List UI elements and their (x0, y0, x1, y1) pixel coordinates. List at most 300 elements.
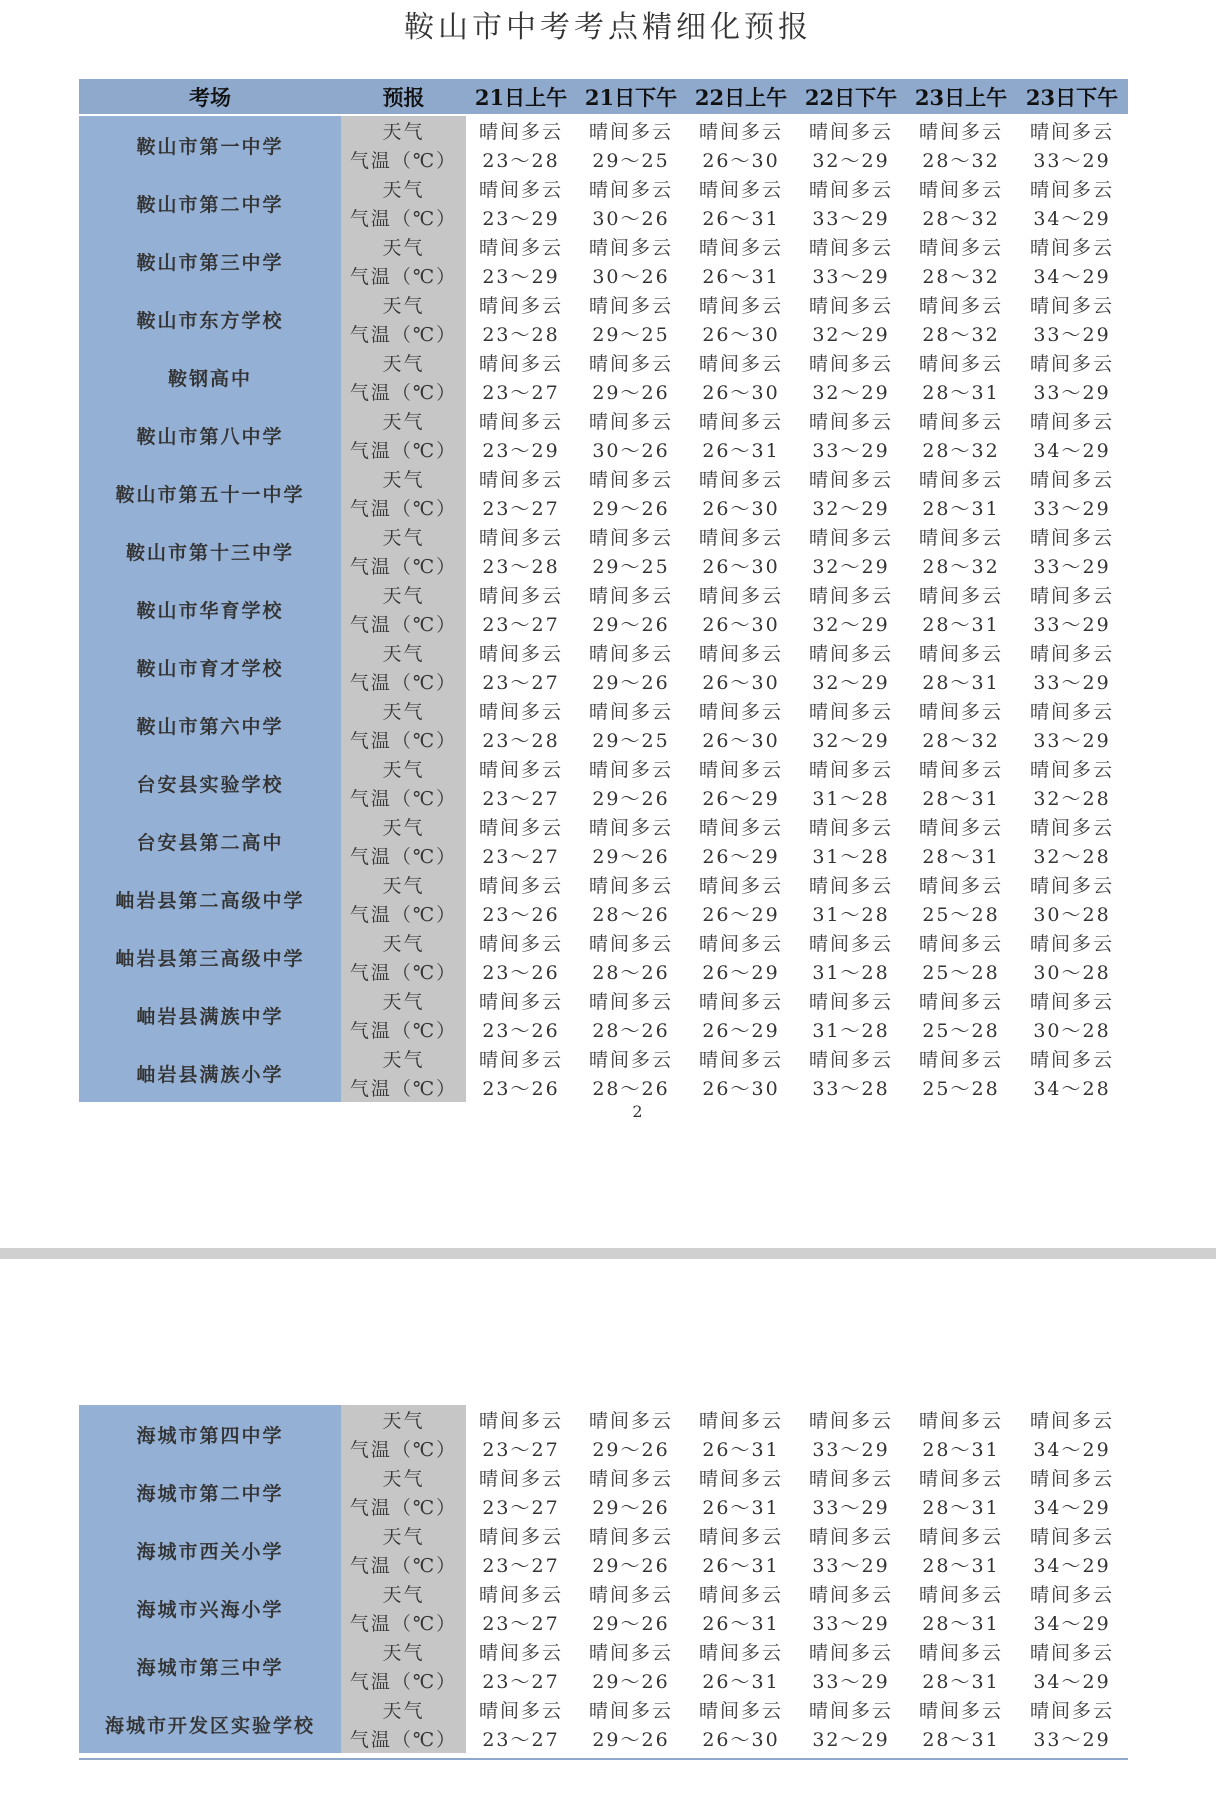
weather-cell: 晴间多云 (466, 232, 576, 261)
temperature-cell: 28～32 (906, 725, 1016, 754)
temperature-cell: 25～28 (906, 1015, 1016, 1044)
temperature-cell: 34～29 (1016, 1550, 1128, 1579)
weather-cell: 晴间多云 (686, 348, 796, 377)
weather-cell: 晴间多云 (906, 406, 1016, 435)
temperature-label: 气温（℃） (341, 1666, 466, 1695)
weather-cell: 晴间多云 (686, 522, 796, 551)
weather-cell: 晴间多云 (576, 1521, 686, 1550)
header-forecast: 预报 (341, 79, 466, 115)
temperature-cell: 28～31 (906, 609, 1016, 638)
weather-cell: 晴间多云 (906, 580, 1016, 609)
temperature-cell: 32～29 (796, 145, 906, 174)
temperature-cell: 29～25 (576, 551, 686, 580)
weather-cell: 晴间多云 (686, 928, 796, 957)
weather-cell: 晴间多云 (796, 1521, 906, 1550)
table-row-weather (79, 870, 1128, 899)
temperature-cell: 26～29 (686, 783, 796, 812)
weather-label: 天气 (341, 115, 466, 145)
weather-cell: 晴间多云 (686, 232, 796, 261)
exam-site-name: 海城市第三中学 (79, 1637, 341, 1695)
temperature-cell: 28～31 (906, 1492, 1016, 1521)
exam-site-name: 鞍山市第五十一中学 (79, 464, 341, 522)
weather-cell: 晴间多云 (466, 754, 576, 783)
weather-cell: 晴间多云 (466, 1579, 576, 1608)
table-row-weather (79, 812, 1128, 841)
temperature-label: 气温（℃） (341, 1608, 466, 1637)
temperature-cell: 28～31 (906, 841, 1016, 870)
weather-cell: 晴间多云 (796, 580, 906, 609)
weather-cell: 晴间多云 (1016, 870, 1128, 899)
page-number: 2 (632, 1102, 643, 1121)
temperature-cell: 34～28 (1016, 1073, 1128, 1102)
weather-label: 天气 (341, 1695, 466, 1724)
weather-cell: 晴间多云 (1016, 754, 1128, 783)
exam-site-name: 鞍山市第一中学 (79, 115, 341, 174)
temperature-cell: 32～29 (796, 725, 906, 754)
weather-label: 天气 (341, 522, 466, 551)
weather-cell: 晴间多云 (906, 754, 1016, 783)
temperature-cell: 32～29 (796, 609, 906, 638)
temperature-cell: 23～27 (466, 1666, 576, 1695)
temperature-cell: 32～28 (1016, 841, 1128, 870)
weather-label: 天气 (341, 754, 466, 783)
weather-cell: 晴间多云 (906, 928, 1016, 957)
weather-cell: 晴间多云 (906, 696, 1016, 725)
weather-label: 天气 (341, 232, 466, 261)
temperature-cell: 23～29 (466, 203, 576, 232)
temperature-cell: 25～28 (906, 957, 1016, 986)
weather-label: 天气 (341, 1405, 466, 1434)
weather-cell: 晴间多云 (906, 1044, 1016, 1073)
temperature-cell: 33～29 (1016, 551, 1128, 580)
weather-cell: 晴间多云 (1016, 1579, 1128, 1608)
temperature-cell: 33～29 (1016, 145, 1128, 174)
weather-cell: 晴间多云 (466, 986, 576, 1015)
weather-cell: 晴间多云 (796, 290, 906, 319)
temperature-cell: 26～30 (686, 609, 796, 638)
temperature-cell: 26～30 (686, 1724, 796, 1753)
table-row-weather (79, 1579, 1128, 1608)
weather-cell: 晴间多云 (466, 115, 576, 145)
temperature-cell: 29～26 (576, 493, 686, 522)
weather-cell: 晴间多云 (906, 115, 1016, 145)
page-separator (0, 1248, 1216, 1259)
weather-cell: 晴间多云 (466, 812, 576, 841)
weather-cell: 晴间多云 (796, 754, 906, 783)
temperature-cell: 25～28 (906, 1073, 1016, 1102)
temperature-cell: 28～31 (906, 1724, 1016, 1753)
temperature-cell: 29～26 (576, 1608, 686, 1637)
weather-cell: 晴间多云 (796, 1695, 906, 1724)
weather-cell: 晴间多云 (906, 290, 1016, 319)
temperature-cell: 30～28 (1016, 899, 1128, 928)
weather-cell: 晴间多云 (1016, 115, 1128, 145)
weather-cell: 晴间多云 (466, 928, 576, 957)
weather-cell: 晴间多云 (906, 348, 1016, 377)
weather-cell: 晴间多云 (576, 986, 686, 1015)
header-21-pm: 21日下午 (576, 79, 686, 115)
weather-label: 天气 (341, 580, 466, 609)
weather-cell: 晴间多云 (906, 1695, 1016, 1724)
weather-cell: 晴间多云 (576, 406, 686, 435)
table-row-weather (79, 638, 1128, 667)
exam-site-name: 岫岩县满族小学 (79, 1044, 341, 1102)
temperature-cell: 23～27 (466, 1724, 576, 1753)
temperature-cell: 26～31 (686, 1666, 796, 1695)
weather-cell: 晴间多云 (796, 348, 906, 377)
temperature-cell: 33～29 (1016, 319, 1128, 348)
weather-cell: 晴间多云 (576, 1044, 686, 1073)
weather-cell: 晴间多云 (906, 870, 1016, 899)
weather-cell: 晴间多云 (1016, 812, 1128, 841)
table-row-weather (79, 986, 1128, 1015)
temperature-cell: 28～26 (576, 1073, 686, 1102)
weather-cell: 晴间多云 (796, 464, 906, 493)
weather-cell: 晴间多云 (576, 522, 686, 551)
temperature-cell: 26～31 (686, 1550, 796, 1579)
weather-cell: 晴间多云 (576, 290, 686, 319)
temperature-label: 气温（℃） (341, 319, 466, 348)
weather-cell: 晴间多云 (796, 406, 906, 435)
exam-site-name: 海城市第二中学 (79, 1463, 341, 1521)
weather-cell: 晴间多云 (576, 232, 686, 261)
weather-cell: 晴间多云 (796, 232, 906, 261)
weather-cell: 晴间多云 (796, 696, 906, 725)
temperature-cell: 31～28 (796, 899, 906, 928)
temperature-cell: 29～26 (576, 1434, 686, 1463)
weather-cell: 晴间多云 (576, 464, 686, 493)
weather-cell: 晴间多云 (686, 580, 796, 609)
weather-cell: 晴间多云 (1016, 1637, 1128, 1666)
forecast-table-page1 (79, 79, 1128, 1102)
temperature-cell: 28～32 (906, 435, 1016, 464)
table-row-weather (79, 1044, 1128, 1073)
table-row-weather (79, 1463, 1128, 1492)
exam-site-name: 岫岩县第三高级中学 (79, 928, 341, 986)
exam-site-name: 海城市第四中学 (79, 1405, 341, 1463)
temperature-label: 气温（℃） (341, 377, 466, 406)
table-row-weather (79, 580, 1128, 609)
table-row-weather (79, 115, 1128, 145)
weather-cell: 晴间多云 (576, 812, 686, 841)
weather-cell: 晴间多云 (466, 580, 576, 609)
weather-cell: 晴间多云 (1016, 1695, 1128, 1724)
temperature-cell: 31～28 (796, 1015, 906, 1044)
weather-label: 天气 (341, 638, 466, 667)
temperature-cell: 30～26 (576, 203, 686, 232)
weather-cell: 晴间多云 (686, 1579, 796, 1608)
weather-cell: 晴间多云 (466, 406, 576, 435)
temperature-cell: 23～28 (466, 319, 576, 348)
exam-site-name: 海城市西关小学 (79, 1521, 341, 1579)
temperature-cell: 29～26 (576, 667, 686, 696)
weather-cell: 晴间多云 (466, 1405, 576, 1434)
weather-cell: 晴间多云 (686, 290, 796, 319)
temperature-cell: 29～26 (576, 1724, 686, 1753)
weather-cell: 晴间多云 (466, 1695, 576, 1724)
temperature-label: 气温（℃） (341, 1015, 466, 1044)
weather-label: 天气 (341, 928, 466, 957)
weather-cell: 晴间多云 (576, 696, 686, 725)
temperature-cell: 26～31 (686, 1434, 796, 1463)
table-row-weather (79, 348, 1128, 377)
temperature-cell: 26～31 (686, 1492, 796, 1521)
temperature-cell: 30～26 (576, 435, 686, 464)
exam-site-name: 鞍山市第十三中学 (79, 522, 341, 580)
temperature-label: 气温（℃） (341, 609, 466, 638)
temperature-cell: 26～31 (686, 261, 796, 290)
weather-cell: 晴间多云 (796, 928, 906, 957)
temperature-cell: 29～25 (576, 319, 686, 348)
weather-cell: 晴间多云 (686, 174, 796, 203)
exam-site-name: 鞍山市第二中学 (79, 174, 341, 232)
weather-cell: 晴间多云 (906, 1579, 1016, 1608)
weather-cell: 晴间多云 (466, 348, 576, 377)
weather-cell: 晴间多云 (686, 1521, 796, 1550)
table-row-weather (79, 696, 1128, 725)
weather-label: 天气 (341, 174, 466, 203)
weather-cell: 晴间多云 (686, 696, 796, 725)
weather-cell: 晴间多云 (576, 754, 686, 783)
temperature-cell: 26～30 (686, 319, 796, 348)
temperature-cell: 23～28 (466, 725, 576, 754)
temperature-cell: 30～28 (1016, 957, 1128, 986)
temperature-cell: 33～29 (796, 1492, 906, 1521)
exam-site-name: 台安县实验学校 (79, 754, 341, 812)
temperature-label: 气温（℃） (341, 841, 466, 870)
exam-site-name: 海城市兴海小学 (79, 1579, 341, 1637)
temperature-cell: 31～28 (796, 783, 906, 812)
table-row-weather (79, 406, 1128, 435)
temperature-cell: 29～26 (576, 1492, 686, 1521)
weather-cell: 晴间多云 (906, 1521, 1016, 1550)
temperature-cell: 28～32 (906, 145, 1016, 174)
weather-cell: 晴间多云 (796, 1405, 906, 1434)
temperature-cell: 28～31 (906, 1666, 1016, 1695)
temperature-cell: 23～27 (466, 377, 576, 406)
temperature-cell: 31～28 (796, 957, 906, 986)
header-exam-site: 考场 (79, 79, 341, 115)
temperature-cell: 23～26 (466, 899, 576, 928)
temperature-cell: 26～30 (686, 493, 796, 522)
temperature-label: 气温（℃） (341, 725, 466, 754)
temperature-cell: 23～26 (466, 957, 576, 986)
weather-cell: 晴间多云 (686, 1044, 796, 1073)
exam-site-name: 鞍山市第三中学 (79, 232, 341, 290)
weather-cell: 晴间多云 (906, 1405, 1016, 1434)
temperature-cell: 33～29 (1016, 493, 1128, 522)
weather-cell: 晴间多云 (1016, 522, 1128, 551)
temperature-cell: 28～32 (906, 261, 1016, 290)
temperature-cell: 34～29 (1016, 1434, 1128, 1463)
weather-cell: 晴间多云 (576, 928, 686, 957)
temperature-cell: 33～28 (796, 1073, 906, 1102)
weather-cell: 晴间多云 (1016, 1463, 1128, 1492)
weather-cell: 晴间多云 (796, 870, 906, 899)
temperature-cell: 30～26 (576, 261, 686, 290)
temperature-cell: 23～29 (466, 261, 576, 290)
temperature-label: 气温（℃） (341, 899, 466, 928)
temperature-cell: 28～32 (906, 203, 1016, 232)
weather-cell: 晴间多云 (686, 1695, 796, 1724)
weather-cell: 晴间多云 (906, 638, 1016, 667)
temperature-cell: 33～29 (796, 1550, 906, 1579)
weather-cell: 晴间多云 (1016, 406, 1128, 435)
temperature-cell: 26～30 (686, 377, 796, 406)
weather-cell: 晴间多云 (576, 174, 686, 203)
weather-cell: 晴间多云 (1016, 464, 1128, 493)
table-row-weather (79, 1405, 1128, 1434)
weather-cell: 晴间多云 (796, 1579, 906, 1608)
weather-cell: 晴间多云 (466, 696, 576, 725)
temperature-cell: 28～32 (906, 551, 1016, 580)
weather-cell: 晴间多云 (466, 638, 576, 667)
weather-label: 天气 (341, 1044, 466, 1073)
temperature-cell: 29～26 (576, 1666, 686, 1695)
temperature-cell: 23～28 (466, 145, 576, 174)
weather-cell: 晴间多云 (906, 986, 1016, 1015)
table-row-weather (79, 754, 1128, 783)
weather-cell: 晴间多云 (686, 1405, 796, 1434)
table-row-weather (79, 290, 1128, 319)
temperature-cell: 28～31 (906, 667, 1016, 696)
weather-cell: 晴间多云 (796, 1463, 906, 1492)
temperature-cell: 23～27 (466, 1608, 576, 1637)
temperature-label: 气温（℃） (341, 783, 466, 812)
temperature-cell: 32～29 (796, 377, 906, 406)
weather-cell: 晴间多云 (1016, 928, 1128, 957)
temperature-cell: 33～29 (796, 435, 906, 464)
weather-cell: 晴间多云 (906, 232, 1016, 261)
weather-label: 天气 (341, 1521, 466, 1550)
temperature-label: 气温（℃） (341, 145, 466, 174)
weather-cell: 晴间多云 (1016, 638, 1128, 667)
temperature-cell: 34～29 (1016, 203, 1128, 232)
table-row-weather (79, 1695, 1128, 1724)
header-22-am: 22日上午 (686, 79, 796, 115)
temperature-cell: 28～32 (906, 319, 1016, 348)
weather-cell: 晴间多云 (796, 1044, 906, 1073)
temperature-cell: 23～27 (466, 667, 576, 696)
temperature-label: 气温（℃） (341, 551, 466, 580)
exam-site-name: 鞍山市华育学校 (79, 580, 341, 638)
weather-cell: 晴间多云 (796, 174, 906, 203)
weather-cell: 晴间多云 (1016, 348, 1128, 377)
weather-cell: 晴间多云 (576, 1463, 686, 1492)
header-23-am: 23日上午 (906, 79, 1016, 115)
temperature-cell: 31～28 (796, 841, 906, 870)
weather-cell: 晴间多云 (906, 1463, 1016, 1492)
temperature-label: 气温（℃） (341, 1492, 466, 1521)
weather-cell: 晴间多云 (466, 290, 576, 319)
temperature-cell: 33～29 (1016, 609, 1128, 638)
weather-cell: 晴间多云 (796, 1637, 906, 1666)
weather-cell: 晴间多云 (686, 1637, 796, 1666)
weather-cell: 晴间多云 (1016, 580, 1128, 609)
weather-cell: 晴间多云 (796, 812, 906, 841)
temperature-cell: 28～31 (906, 493, 1016, 522)
temperature-cell: 23～27 (466, 493, 576, 522)
weather-label: 天气 (341, 1463, 466, 1492)
table-row-weather (79, 232, 1128, 261)
temperature-cell: 28～26 (576, 957, 686, 986)
temperature-label: 气温（℃） (341, 957, 466, 986)
temperature-cell: 28～31 (906, 377, 1016, 406)
temperature-label: 气温（℃） (341, 1550, 466, 1579)
weather-label: 天气 (341, 986, 466, 1015)
temperature-cell: 28～31 (906, 1550, 1016, 1579)
temperature-cell: 23～27 (466, 783, 576, 812)
temperature-cell: 33～29 (796, 1434, 906, 1463)
temperature-cell: 28～26 (576, 899, 686, 928)
weather-cell: 晴间多云 (466, 1463, 576, 1492)
weather-cell: 晴间多云 (1016, 290, 1128, 319)
weather-cell: 晴间多云 (466, 464, 576, 493)
weather-cell: 晴间多云 (686, 464, 796, 493)
weather-cell: 晴间多云 (686, 638, 796, 667)
header-21-am: 21日上午 (466, 79, 576, 115)
weather-cell: 晴间多云 (796, 522, 906, 551)
table-row-weather (79, 1637, 1128, 1666)
weather-cell: 晴间多云 (686, 754, 796, 783)
temperature-cell: 32～29 (796, 1724, 906, 1753)
temperature-cell: 26～31 (686, 435, 796, 464)
temperature-cell: 28～31 (906, 783, 1016, 812)
weather-cell: 晴间多云 (906, 522, 1016, 551)
temperature-cell: 33～29 (796, 1608, 906, 1637)
table-row-weather (79, 174, 1128, 203)
weather-label: 天气 (341, 348, 466, 377)
weather-cell: 晴间多云 (466, 1044, 576, 1073)
temperature-cell: 29～26 (576, 1550, 686, 1579)
weather-label: 天气 (341, 1579, 466, 1608)
weather-cell: 晴间多云 (906, 812, 1016, 841)
temperature-cell: 32～29 (796, 667, 906, 696)
forecast-table-page2 (79, 1405, 1128, 1753)
temperature-cell: 23～27 (466, 841, 576, 870)
weather-cell: 晴间多云 (1016, 1405, 1128, 1434)
weather-label: 天气 (341, 406, 466, 435)
weather-cell: 晴间多云 (1016, 986, 1128, 1015)
header-23-pm: 23日下午 (1016, 79, 1128, 115)
temperature-cell: 26～30 (686, 725, 796, 754)
page-title: 鞍山市中考考点精细化预报 (404, 10, 812, 45)
temperature-cell: 30～28 (1016, 1015, 1128, 1044)
weather-cell: 晴间多云 (1016, 696, 1128, 725)
weather-cell: 晴间多云 (686, 986, 796, 1015)
temperature-label: 气温（℃） (341, 1724, 466, 1753)
weather-cell: 晴间多云 (1016, 1044, 1128, 1073)
exam-site-name: 鞍钢高中 (79, 348, 341, 406)
weather-cell: 晴间多云 (686, 115, 796, 145)
exam-site-name: 海城市开发区实验学校 (79, 1695, 341, 1753)
weather-cell: 晴间多云 (686, 406, 796, 435)
temperature-cell: 29～26 (576, 783, 686, 812)
temperature-cell: 33～29 (1016, 377, 1128, 406)
table-row-weather (79, 464, 1128, 493)
temperature-cell: 29～26 (576, 841, 686, 870)
temperature-cell: 34～29 (1016, 1666, 1128, 1695)
temperature-cell: 33～29 (796, 1666, 906, 1695)
weather-cell: 晴间多云 (906, 174, 1016, 203)
table-bottom-rule (79, 1758, 1128, 1760)
temperature-cell: 23～27 (466, 1492, 576, 1521)
weather-label: 天气 (341, 1637, 466, 1666)
temperature-cell: 29～26 (576, 609, 686, 638)
weather-label: 天气 (341, 290, 466, 319)
temperature-cell: 34～29 (1016, 435, 1128, 464)
temperature-cell: 26～31 (686, 203, 796, 232)
